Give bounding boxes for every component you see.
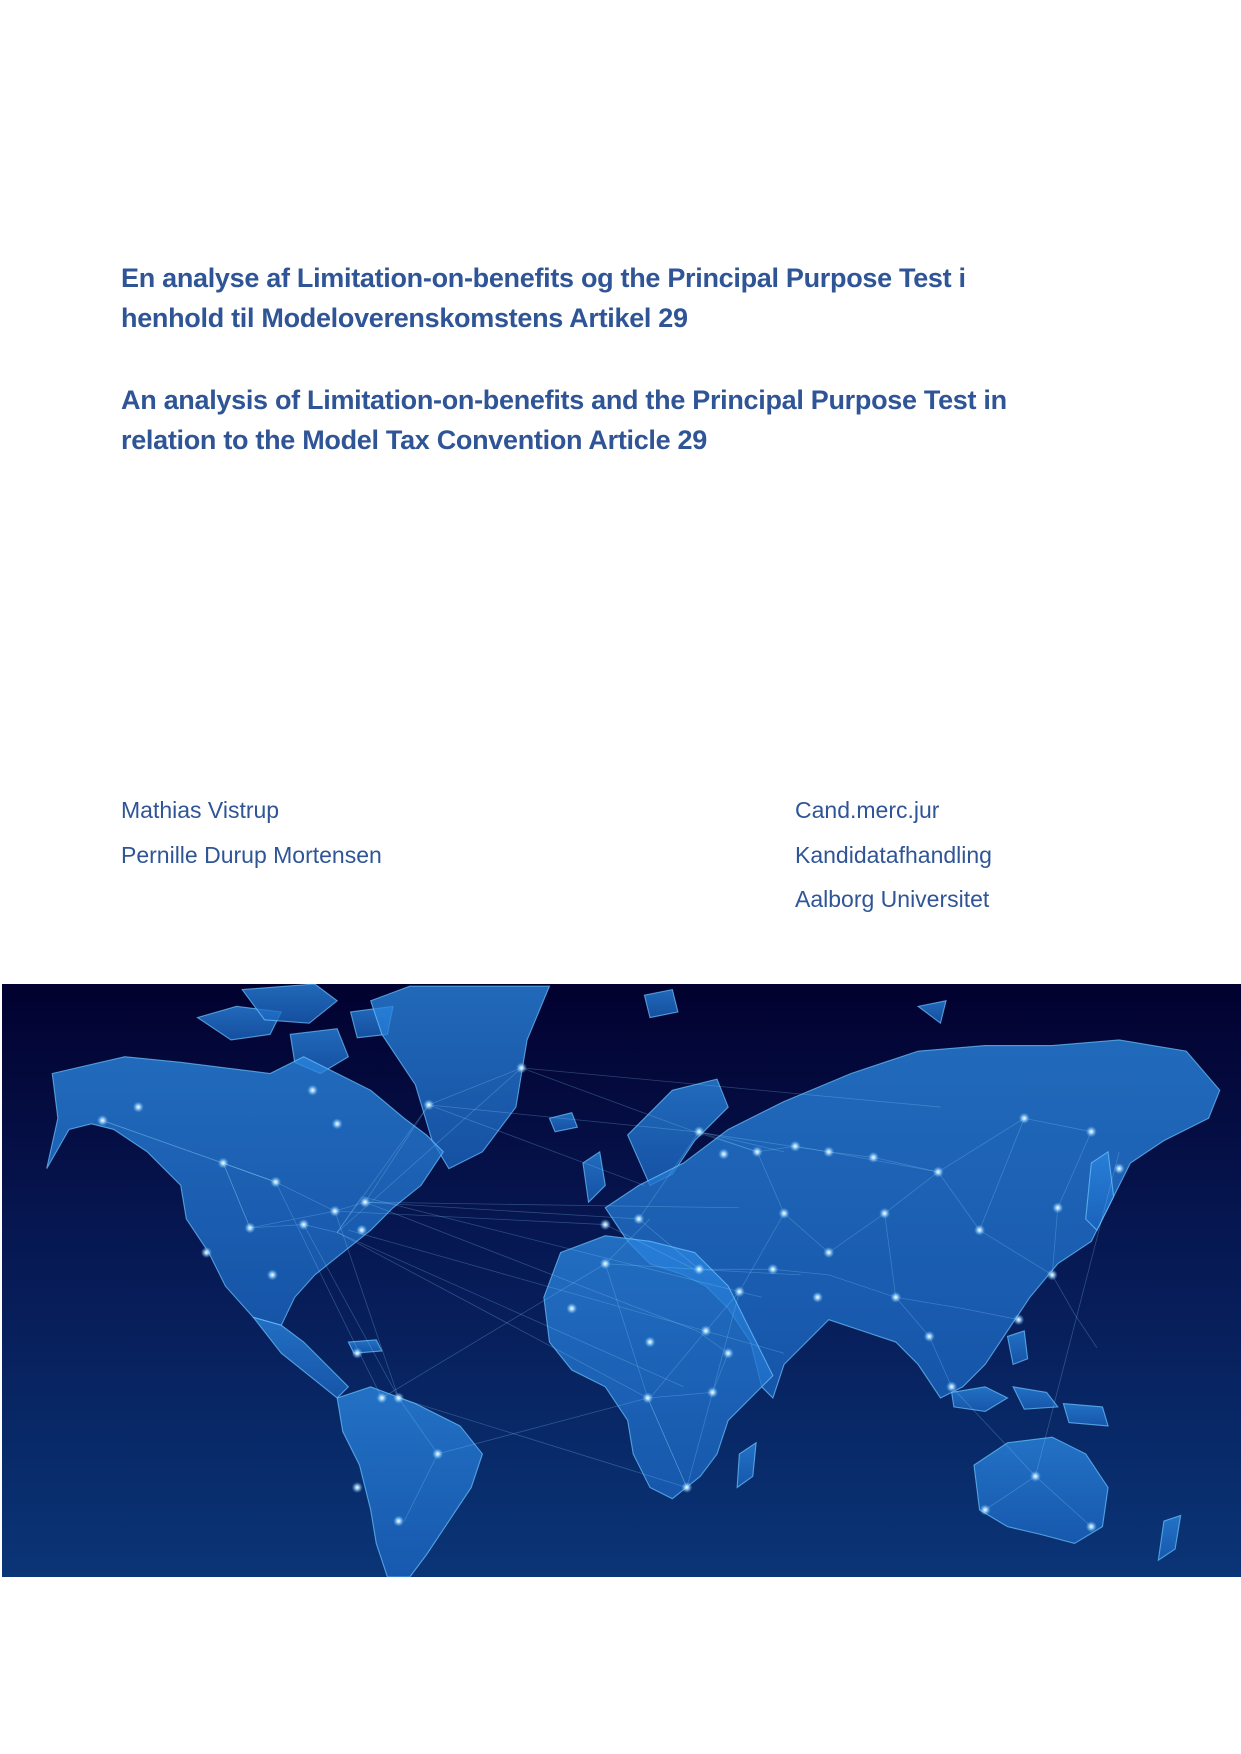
author-list [121, 788, 382, 877]
title-english-line-2: relation to the Model Tax Convention Article 29 [121, 425, 707, 455]
title-danish [121, 258, 966, 338]
thesis-type-label: Kandidatafhandling [795, 841, 992, 868]
world-network-map-image [2, 984, 1241, 1577]
title-english-line-1: An analysis of Limitation-on-benefits and the Principal Purpose Test in [121, 385, 1007, 415]
title-danish-line-1: En analyse af Limitation-on-benefits og the Principal Purpose Test i [121, 263, 966, 293]
programme-label: Cand.merc.jur [795, 797, 940, 823]
land-masses [47, 984, 1220, 1577]
world-map-illustration [2, 984, 1241, 1577]
author-name: Mathias Vistrup [121, 797, 280, 823]
author-name: Pernille Durup Mortensen [121, 841, 382, 868]
thesis-meta [795, 788, 992, 922]
title-english [121, 380, 1007, 460]
university-label: Aalborg Universitet [795, 886, 990, 912]
title-danish-line-2: henhold til Modeloverenskomstens Artikel 29 [121, 303, 688, 333]
